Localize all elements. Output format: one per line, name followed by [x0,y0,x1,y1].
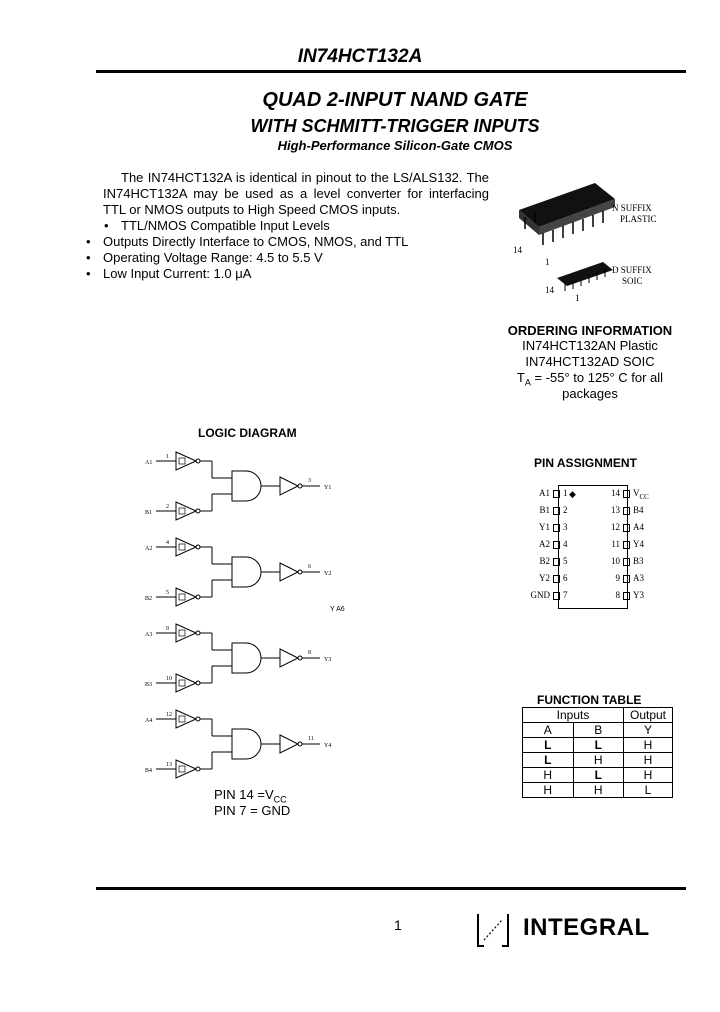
pin14-note: PIN $14 =V_{CC}$ [214,787,287,805]
inversion-bubble-icon [196,767,200,771]
pin-number-label: 8 [308,650,311,656]
pin-lead-icon [623,541,630,549]
inversion-bubble-icon [196,595,200,599]
dip-pin1-label: 1 [545,257,550,267]
output-label: Y2 [324,571,332,577]
feature-item: • Operating Voltage Range: 4.5 to 5.5 V [86,250,323,265]
stray-note: Y A6 [330,606,345,613]
pin-name: B3 [633,556,644,566]
inversion-bubble-icon [298,656,302,660]
inversion-bubble-icon [196,717,200,721]
pin-row [520,573,572,583]
table-cell: L [624,783,673,798]
pin-number-label: 13 [166,762,172,768]
table-cell: H [573,783,624,798]
footer-rule [96,887,686,890]
table-cell: L [573,738,624,753]
feature-item: • TTL/NMOS Compatible Input Levels [104,218,330,233]
ordering-line: IN74HCT132AD SOIC [525,354,655,369]
pin-number: 3 [563,522,568,532]
inversion-bubble-icon [196,681,200,685]
pin-lead-icon [623,490,630,498]
and-gate-icon [232,729,261,759]
pin-row [606,556,666,566]
d-suffix-label: D SUFFIX SOIC [612,265,652,286]
pin-number: 4 [563,539,568,549]
pin-row [606,590,666,600]
title-line-1: QUAD 2-INPUT NAND GATE [262,89,528,111]
table-cell: H [523,768,574,783]
soic-pin14-label: 14 [545,285,554,295]
pin-number-label: 10 [166,676,172,682]
table-cell: H [573,753,624,768]
dip-pin14-label: 14 [513,245,522,255]
table-cell: H [624,738,673,753]
soic-package-icon [557,262,613,291]
output-inverter-icon [280,563,298,581]
table-cell: L [523,738,574,753]
pin-number: 1 [563,488,568,498]
output-label: Y3 [324,657,332,663]
input-label: A2 [145,546,153,552]
col-header: Y [624,723,673,738]
table-row [523,738,673,753]
pin-lead-icon [553,490,560,498]
output-inverter-icon [280,735,298,753]
pin-number-label: 6 [308,564,311,570]
output-label: Y4 [324,743,332,749]
table-cell: L [573,768,624,783]
pin-name: A1 [539,488,550,498]
n-suffix-label: N SUFFIX PLASTIC [612,203,657,224]
pin-row [520,556,572,566]
inversion-bubble-icon [196,459,200,463]
pin-lead-icon [623,575,630,583]
ordering-temp-cont: packages [562,386,618,401]
pin-lead-icon [553,558,560,566]
pin-number-label: 12 [166,712,172,718]
brand-name: INTEGRAL [523,914,650,941]
pin-number-label: 9 [166,626,169,632]
col-header: B [573,723,624,738]
pin-row [520,590,572,600]
ordering-temp: $T_A = -55^\circ$ to 125° C for all [516,370,664,388]
output-group-header: Output [624,708,673,723]
pin-lead-icon [623,524,630,532]
pin-row [606,539,666,549]
inversion-bubble-icon [196,545,200,549]
inversion-bubble-icon [196,631,200,635]
pin-lead-icon [623,558,630,566]
function-table [522,707,673,798]
pin-number-label: 4 [166,540,169,546]
pin-number: 5 [563,556,568,566]
pin-number: 2 [563,505,568,515]
output-inverter-icon [280,649,298,667]
pin-name: Y4 [633,539,644,549]
title-line-2: WITH SCHMITT-TRIGGER INPUTS [250,116,540,136]
and-gate-icon [232,643,261,673]
table-cell: L [523,753,574,768]
pin-number-label: 5 [166,590,169,596]
pin-lead-icon [623,592,630,600]
input-label: A4 [145,718,153,724]
pin-lead-icon [553,507,560,515]
pin-name: A3 [633,573,644,583]
pin-lead-icon [553,575,560,583]
pin-number: 14 [611,488,620,498]
pin-name: A4 [633,522,644,532]
feature-item: • Low Input Current: 1.0 μA [86,266,252,281]
soic-pin1-label: 1 [575,293,580,303]
pin-name: Y1 [539,522,550,532]
pin-lead-icon [553,592,560,600]
pin-name-sub: CC [639,492,649,501]
pin-number: 8 [615,590,620,600]
pin-number: 9 [615,573,620,583]
inputs-group-header: Inputs [523,708,624,723]
pin-number: 6 [563,573,568,583]
title-line-3: High-Performance Silicon-Gate CMOS [277,138,513,153]
header-rule [96,70,686,73]
inversion-bubble-icon [298,742,302,746]
dip-package-icon [519,183,615,245]
pin-name: Y3 [633,590,644,600]
pin-number: 11 [611,539,620,549]
pin-lead-icon [623,507,630,515]
logic-diagram-heading: LOGIC DIAGRAM [198,426,297,440]
logic-diagram [140,445,370,795]
pin-lead-icon [553,524,560,532]
input-label: B2 [145,596,153,602]
intro-paragraph: The IN74HCT132A is identical in pinout to the LS/ALS132. The IN74HCT132A may be used as a level converter for interfacing TTL or NMOS outputs to High Speed CMOS inputs. [103,170,489,217]
pin-name: GND [530,590,550,600]
pin-number: 10 [611,556,620,566]
table-cell: H [624,768,673,783]
pin-row [606,488,666,501]
pin-number: 12 [611,522,620,532]
part-number-header: IN74HCT132A [297,46,423,67]
ordering-heading: ORDERING INFORMATION [507,323,673,338]
and-gate-icon [232,557,261,587]
table-row [523,783,673,798]
pin-row [520,522,572,532]
input-label: B3 [145,682,153,688]
and-gate-icon [232,471,261,501]
pin7-note: PIN 7 = GND [214,803,291,818]
inversion-bubble-icon [298,484,302,488]
integral-logo-icon [472,910,514,950]
col-header: A [523,723,574,738]
page-number: 1 [394,917,402,933]
pin-row [606,505,666,515]
pin-row [520,539,572,549]
output-label: Y1 [324,485,332,491]
inversion-bubble-icon [196,509,200,513]
input-label: A1 [145,460,153,466]
input-label: A3 [145,632,153,638]
table-cell: H [523,783,574,798]
pin-lead-icon [553,541,560,549]
pin-row [520,505,572,515]
pin-row [606,522,666,532]
pin-name: B1 [539,505,550,515]
input-label: B1 [145,510,153,516]
pin-name: B4 [633,505,644,515]
pin-number-label: 1 [166,454,169,460]
pin1-marker-icon: ◆ [569,489,576,499]
pin-name: Y2 [539,573,550,583]
function-table-heading: FUNCTION TABLE [537,693,642,707]
pin-name: A2 [539,539,550,549]
table-row [523,753,673,768]
output-inverter-icon [280,477,298,495]
ordering-line: IN74HCT132AN Plastic [522,338,658,353]
pin-name: B2 [539,556,550,566]
pin-name: V [633,488,640,498]
table-row [523,768,673,783]
table-cell: H [624,753,673,768]
pin-number-label: 3 [308,478,311,484]
input-label: B4 [145,768,153,774]
inversion-bubble-icon [298,570,302,574]
pin-assignment-heading: PIN ASSIGNMENT [534,456,637,470]
pin-number: 7 [563,590,568,600]
feature-item: • Outputs Directly Interface to CMOS, NMOS, and TTL [86,234,409,249]
pin-row [606,573,666,583]
pin-number: 13 [611,505,620,515]
pin-number-label: 11 [308,736,314,742]
pin-row [520,488,572,498]
pin-number-label: 2 [166,504,169,510]
